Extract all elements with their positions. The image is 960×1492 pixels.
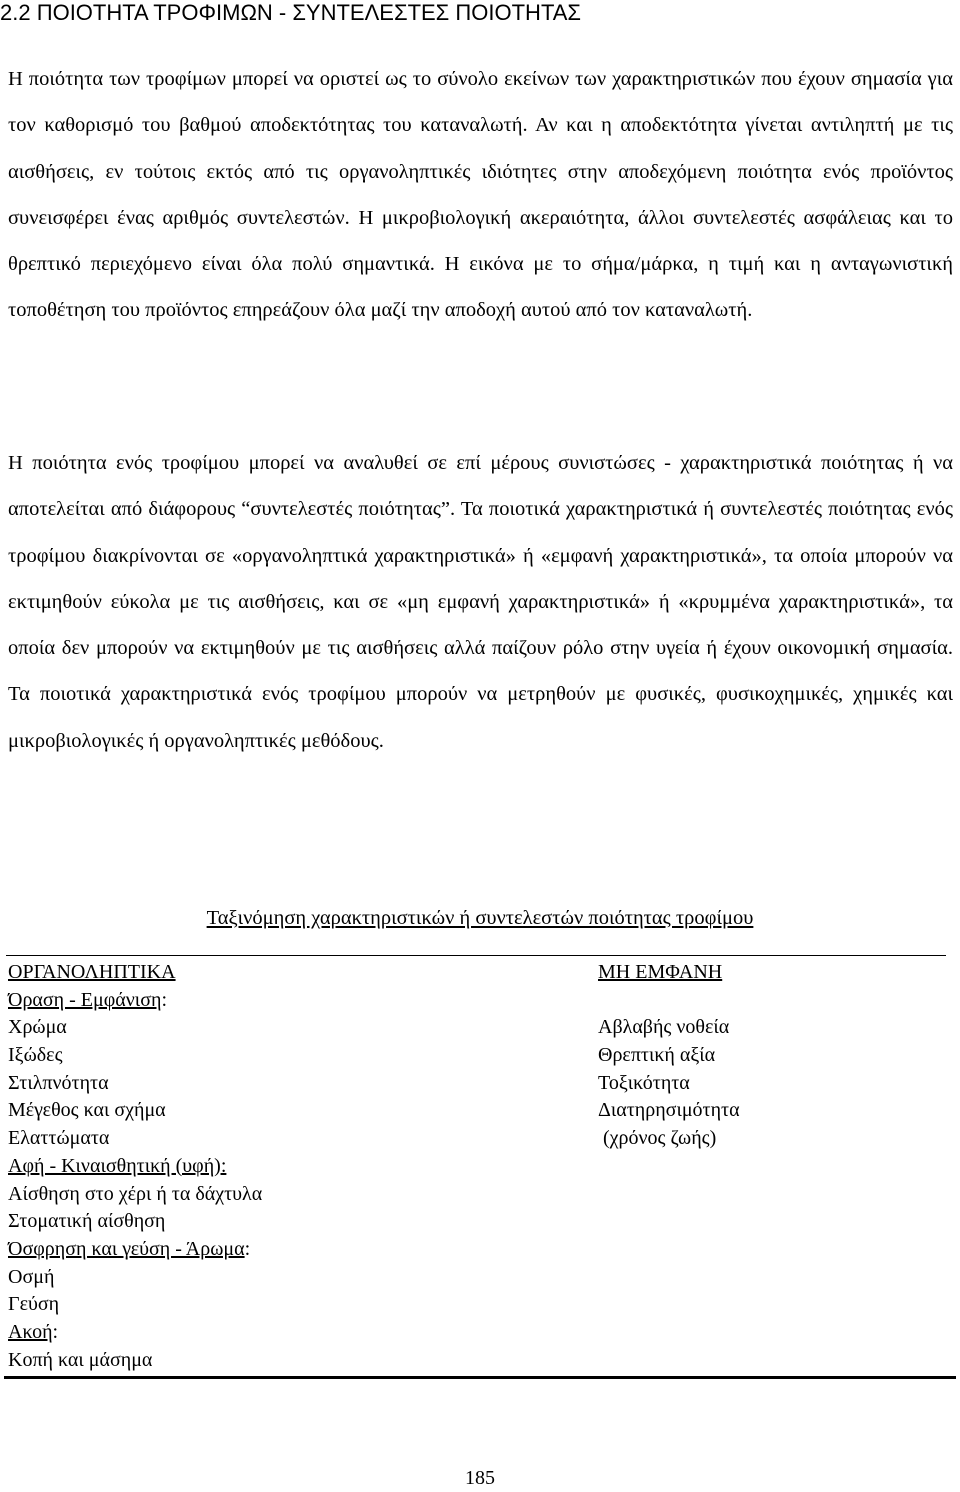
list-item: Γεύση — [8, 1293, 60, 1316]
table-top-rule — [6, 955, 946, 956]
list-item: Ιξώδες — [8, 1044, 63, 1067]
sight-category: Όραση - Εμφάνιση: — [8, 988, 167, 1011]
list-item: Χρώμα — [8, 1016, 67, 1039]
organoleptic-column — [8, 959, 262, 1374]
touch-label: Αφή - Κιναισθητική (υφή): — [8, 1154, 227, 1177]
list-item: Ελαττώματα — [8, 1127, 110, 1150]
spacer — [598, 987, 740, 1015]
hearing-category: Ακοή: — [8, 1320, 59, 1343]
list-item: Τοξικότητα — [598, 1071, 690, 1094]
list-item: Στοματική αίσθηση — [8, 1210, 166, 1233]
smell-category: Όσφρηση και γεύση - Άρωμα: — [8, 1237, 251, 1260]
smell-label: Όσφρηση και γεύση - Άρωμα — [8, 1237, 245, 1260]
list-item: Οσμή — [8, 1265, 55, 1288]
list-item: Κοπή και μάσημα — [8, 1348, 153, 1371]
non-apparent-header: ΜΗ ΕΜΦΑΝΗ — [598, 961, 723, 983]
list-item: Διατηρησιμότητα — [598, 1099, 740, 1122]
non-apparent-column — [598, 959, 740, 1153]
hearing-label: Ακοή — [8, 1320, 53, 1343]
list-item: Μέγεθος και σχήμα — [8, 1099, 166, 1122]
paragraph-quality-factors: Η ποιότητα ενός τροφίμου μπορεί να αναλυθεί σε επί μέρους συνιστώσες - χαρακτηριστικά ποιότητας ή να αποτελείται από διάφορους “συντελεστές ποιότητας”. Τα ποιοτικά χαρακτηριστικά ή συντελεστές ποιότητας ενός τροφίμου διακρίνονται σε «οργανοληπτικά χαρακτηριστικά» ή «εμφανή χαρακτηριστικά», τα οποία μπορούν να εκτιμηθούν εύκολα με τις αισθήσεις, και σε «μη εμφανή χαρακτηριστικά» ή «κρυμμένα χαρακτηριστικά», τα οποία δεν μπορούν να εκτιμηθούν με τις αισθήσεις αλλά παίζουν ρόλο στην υγεία ή έχουν οικονομική σημασία. Τα ποιοτικά χαρακτηριστικά ενός τροφίμου μπορούν να μετρηθούν με φυσικές, φυσικοχημικές, χημικές και μικροβιολογικές ή οργανοληπτικές μεθόδους. — [8, 452, 953, 752]
sight-label: Όραση - Εμφάνιση — [8, 988, 162, 1011]
classification-title: Ταξινόμηση χαρακτηριστικών ή συντελεστών ποιότητας τροφίμου — [206, 907, 754, 929]
list-item: Αβλαβής νοθεία — [598, 1016, 730, 1039]
page-number: 185 — [465, 1467, 495, 1489]
list-item: Αίσθηση στο χέρι ή τα δάχτυλα — [8, 1182, 263, 1205]
list-item: Θρεπτική αξία — [598, 1044, 716, 1067]
table-bottom-rule — [4, 1376, 956, 1379]
section-heading: 2.2 ΠΟΙΟΤΗΤΑ ΤΡΟΦΙΜΩΝ - ΣΥΝΤΕΛΕΣΤΕΣ ΠΟΙΟΤΗΤΑΣ — [0, 0, 582, 25]
list-item: (χρόνος ζωής) — [603, 1127, 717, 1150]
organoleptic-header: ΟΡΓΑΝΟΛΗΠΤΙΚΑ — [8, 961, 176, 983]
paragraph-quality-definition: Η ποιότητα των τροφίμων μπορεί να οριστεί ως το σύνολο εκείνων των χαρακτηριστικών που έχουν σημασία για τον καθορισμό του βαθμού αποδεκτότητας του καταναλωτή. Αν και η αποδεκτότητα γίνεται αντιληπτή με τις αισθήσεις, εν τούτοις εκτός από τις οργανοληπτικές ιδιότητες στην αποδεχόμενη ποιότητα ενός προϊόντος συνεισφέρει ένας αριθμός συντελεστών. Η μικροβιολογική ακεραιότητα, άλλοι συντελεστές ασφάλειας και το θρεπτικό περιεχόμενο είναι όλα πολύ σημαντικά. Η εικόνα με το σήμα/μάρκα, η τιμή και η ανταγωνιστική τοποθέτηση του προϊόντος επηρεάζουν όλα μαζί την αποδοχή αυτού από τον καταναλωτή. — [8, 68, 953, 322]
list-item: Στιλπνότητα — [8, 1071, 109, 1094]
